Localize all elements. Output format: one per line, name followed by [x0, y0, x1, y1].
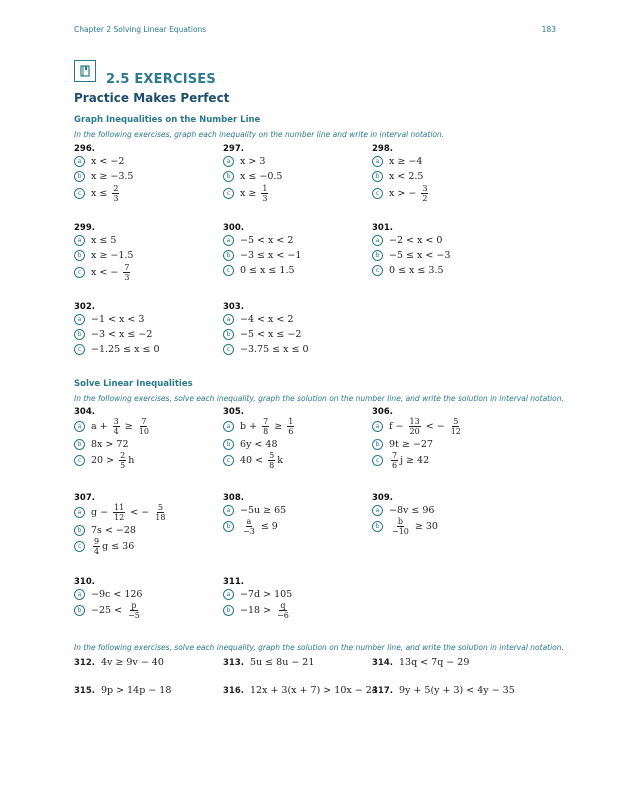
- fraction: [127, 601, 141, 620]
- fraction: [409, 417, 421, 436]
- problem-number: 302.: [74, 302, 95, 312]
- badge-b: b: [372, 250, 383, 261]
- expr-text: ≥: [121, 421, 136, 432]
- page-number: 183: [541, 25, 556, 34]
- numerator: 7: [392, 451, 398, 460]
- problem-number: 310.: [74, 577, 95, 587]
- problem-316: [223, 685, 378, 696]
- badge-b: b: [74, 250, 85, 261]
- fraction: [276, 601, 290, 620]
- fraction: [113, 417, 120, 436]
- part-c-text: 0 ≤ x ≤ 3.5: [389, 265, 444, 276]
- fraction: [93, 537, 100, 556]
- expr-text: g ≤ 36: [102, 541, 135, 552]
- denominator: 3: [124, 273, 130, 282]
- expr-text: f −: [389, 421, 407, 432]
- badge-b: b: [74, 605, 85, 616]
- part-b-text: x ≥ −1.5: [91, 250, 134, 261]
- denominator: 12: [450, 427, 461, 436]
- badge-b: b: [372, 439, 383, 450]
- part-b: [74, 601, 143, 620]
- denominator: 20: [409, 427, 420, 436]
- denominator: 8: [263, 427, 269, 436]
- expr-text: k: [277, 455, 283, 466]
- problem-number: 309.: [372, 493, 393, 503]
- part-a: [223, 235, 301, 246]
- fraction: [391, 517, 410, 536]
- problem-number: 315.: [74, 685, 95, 696]
- part-a: [372, 417, 464, 436]
- problem-302: [74, 302, 160, 355]
- problem-296: [74, 144, 133, 203]
- badge-c: c: [74, 541, 85, 552]
- part-c: [372, 184, 430, 203]
- numerator: 3: [113, 417, 119, 426]
- numerator: 5: [269, 451, 275, 460]
- problem-number: 306.: [372, 407, 393, 417]
- numerator: p: [131, 601, 137, 610]
- badge-a: a: [223, 235, 234, 246]
- fraction: [287, 417, 294, 436]
- expr-text: 12x + 3(x + 7) > 10x − 24: [249, 685, 378, 696]
- denominator: 3: [113, 194, 119, 203]
- problem-number: 297.: [223, 144, 244, 154]
- part-b-text: x ≥ −3.5: [91, 171, 134, 182]
- part-a: [74, 235, 133, 246]
- part-b-text: x < 2.5: [389, 171, 424, 182]
- fraction: [119, 451, 126, 470]
- part-a: [223, 505, 286, 516]
- problem-number: 299.: [74, 223, 95, 233]
- expr-text: 20 >: [91, 455, 118, 466]
- badge-b: b: [223, 171, 234, 182]
- solve-heading: Solve Linear Inequalities: [74, 379, 193, 389]
- problem-310: [74, 577, 143, 620]
- denominator: 18: [155, 513, 166, 522]
- badge-c: c: [223, 344, 234, 355]
- fraction: [268, 451, 275, 470]
- problem-317: [372, 685, 515, 696]
- badge-a: a: [74, 507, 85, 518]
- problem-303: [223, 302, 309, 355]
- solve-instruction: In the following exercises, solve each inequality, graph the solution on the number line, and write the solution in interval notation.: [74, 394, 564, 403]
- expr-text: h: [128, 455, 135, 466]
- problem-number: 303.: [223, 302, 244, 312]
- graph-heading: Graph Inequalities on the Number Line: [74, 115, 261, 125]
- part-a-text: −1 < x < 3: [91, 314, 145, 325]
- expr-text: 13q < 7q − 29: [398, 657, 470, 668]
- part-c-text: −3.75 ≤ x ≤ 0: [240, 344, 309, 355]
- numerator: 5: [157, 503, 163, 512]
- part-a-text: x ≤ 5: [91, 235, 117, 246]
- problem-number: 314.: [372, 657, 393, 668]
- problem-number: 300.: [223, 223, 244, 233]
- part-a-text: −5 < x < 2: [240, 235, 294, 246]
- part-a: [223, 314, 309, 325]
- part-b: [223, 171, 282, 182]
- badge-a: a: [223, 314, 234, 325]
- part-b: [223, 517, 286, 536]
- badge-a: a: [74, 421, 85, 432]
- part-b: [372, 250, 450, 261]
- problem-300: [223, 223, 301, 276]
- problem-number: 317.: [372, 685, 393, 696]
- part-c: [223, 265, 301, 276]
- problem-314: [372, 657, 469, 668]
- badge-c: c: [372, 188, 383, 199]
- expr-text: −7d > 105: [240, 589, 293, 600]
- exercises-icon: [74, 60, 96, 82]
- badge-a: a: [74, 235, 85, 246]
- badge-a: a: [372, 505, 383, 516]
- part-b: [223, 439, 296, 450]
- denominator: 8: [269, 461, 275, 470]
- part-c-text: 0 ≤ x ≤ 1.5: [240, 265, 295, 276]
- part-b-text: −5 ≤ x < −3: [389, 250, 451, 261]
- expr-text: −18 >: [240, 605, 275, 616]
- badge-b: b: [372, 521, 383, 532]
- problem-number: 301.: [372, 223, 393, 233]
- denominator: −6: [277, 611, 289, 620]
- fraction: [421, 184, 428, 203]
- denominator: 4: [113, 427, 119, 436]
- numerator: 1: [288, 417, 294, 426]
- badge-b: b: [372, 171, 383, 182]
- part-c-text: x > −: [389, 188, 420, 199]
- badge-a: a: [372, 235, 383, 246]
- badge-b: b: [74, 329, 85, 340]
- part-c: [372, 451, 464, 470]
- section-title: 2.5 EXERCISES: [106, 72, 216, 87]
- part-b: [372, 171, 430, 182]
- numerator: a: [246, 517, 252, 526]
- problem-number: 308.: [223, 493, 244, 503]
- part-b-text: −3 < x ≤ −2: [91, 329, 153, 340]
- denominator: 6: [392, 461, 398, 470]
- badge-a: a: [372, 421, 383, 432]
- part-b-text: −3 ≤ x < −1: [240, 250, 302, 261]
- part-a: [74, 156, 133, 167]
- badge-a: a: [74, 156, 85, 167]
- problem-307: [74, 493, 168, 556]
- numerator: 7: [141, 417, 147, 426]
- denominator: 12: [114, 513, 125, 522]
- numerator: 3: [422, 184, 428, 193]
- part-b: [74, 525, 168, 536]
- part-c: [223, 184, 282, 203]
- part-c: [223, 344, 309, 355]
- part-a-text: x < −2: [91, 156, 125, 167]
- part-c: [74, 451, 152, 470]
- denominator: −10: [392, 527, 409, 536]
- part-b: [223, 601, 292, 620]
- numerator: 2: [113, 184, 119, 193]
- problem-304: [74, 407, 152, 470]
- problem-number: 307.: [74, 493, 95, 503]
- part-b: [372, 439, 464, 450]
- badge-b: b: [74, 525, 85, 536]
- expr-text: −9c < 126: [91, 589, 143, 600]
- badge-a: a: [74, 589, 85, 600]
- part-a: [74, 417, 152, 436]
- problem-308: [223, 493, 286, 536]
- expr-text: 9y + 5(y + 3) < 4y − 35: [398, 685, 515, 696]
- part-c: [74, 537, 168, 556]
- part-a: [223, 156, 282, 167]
- part-c: [74, 344, 160, 355]
- expr-text: ≥ 30: [411, 521, 438, 532]
- expr-text: −5u ≥ 65: [240, 505, 287, 516]
- part-b: [74, 171, 133, 182]
- expr-text: g −: [91, 507, 112, 518]
- part-c: [74, 263, 133, 282]
- part-a: [372, 235, 450, 246]
- expr-text: 4v ≥ 9v − 40: [100, 657, 164, 668]
- badge-b: b: [223, 439, 234, 450]
- expr-text: −25 <: [91, 605, 126, 616]
- part-b-text: x ≤ −0.5: [240, 171, 283, 182]
- part-b: [74, 250, 133, 261]
- badge-c: c: [223, 455, 234, 466]
- badge-a: a: [223, 505, 234, 516]
- problem-306: [372, 407, 464, 470]
- part-a-text: x ≥ −4: [389, 156, 423, 167]
- fraction: [262, 417, 269, 436]
- numerator: 5: [453, 417, 459, 426]
- problem-number: 313.: [223, 657, 244, 668]
- part-c: [74, 184, 133, 203]
- part-a: [372, 505, 438, 516]
- problem-315: [74, 685, 171, 696]
- part-c-text: x ≤: [91, 188, 111, 199]
- numerator: 9: [94, 537, 100, 546]
- problem-number: 316.: [223, 685, 244, 696]
- badge-a: a: [372, 156, 383, 167]
- fraction: [138, 417, 150, 436]
- problem-298: [372, 144, 430, 203]
- graph-instruction: In the following exercises, graph each inequality on the number line and write in interval notation.: [74, 130, 445, 139]
- badge-c: c: [74, 344, 85, 355]
- expr-text: b +: [240, 421, 261, 432]
- badge-c: c: [74, 188, 85, 199]
- badge-a: a: [74, 314, 85, 325]
- part-a: [372, 156, 430, 167]
- fraction: [112, 184, 119, 203]
- badge-c: c: [223, 188, 234, 199]
- numerator: 11: [114, 503, 125, 512]
- badge-c: c: [74, 267, 85, 278]
- numerator: b: [397, 517, 403, 526]
- badge-c: c: [372, 455, 383, 466]
- expr-text: < −: [127, 507, 153, 518]
- running-header-chapter: Chapter 2 Solving Linear Equations: [74, 25, 207, 34]
- expr-text: 8x > 72: [91, 439, 129, 450]
- numerator: 2: [120, 451, 126, 460]
- badge-a: a: [223, 156, 234, 167]
- problem-number: 312.: [74, 657, 95, 668]
- problem-297: [223, 144, 282, 203]
- badge-b: b: [223, 521, 234, 532]
- numerator: 13: [409, 417, 420, 426]
- part-a: [223, 417, 296, 436]
- problem-number: 305.: [223, 407, 244, 417]
- expr-text: 6y < 48: [240, 439, 278, 450]
- problem-309: [372, 493, 438, 536]
- numerator: 7: [263, 417, 269, 426]
- expr-text: j ≥ 42: [400, 455, 430, 466]
- badge-b: b: [223, 329, 234, 340]
- expr-text: 9t ≥ −27: [389, 439, 433, 450]
- fraction: [450, 417, 462, 436]
- denominator: −5: [128, 611, 140, 620]
- part-b-text: −5 < x ≤ −2: [240, 329, 302, 340]
- fraction: [113, 503, 125, 522]
- badge-b: b: [223, 250, 234, 261]
- badge-b: b: [74, 171, 85, 182]
- part-a: [223, 589, 292, 600]
- problem-number: 304.: [74, 407, 95, 417]
- part-b: [372, 517, 438, 536]
- part-b: [223, 250, 301, 261]
- part-a: [74, 503, 168, 522]
- part-a-text: −4 < x < 2: [240, 314, 294, 325]
- expr-text: 7s < −28: [91, 525, 136, 536]
- part-c-text: x ≥: [240, 188, 260, 199]
- numerator: 7: [124, 263, 130, 272]
- part-b: [74, 439, 152, 450]
- part-c-text: x < −: [91, 267, 122, 278]
- part-a-text: x > 3: [240, 156, 266, 167]
- problem-299: [74, 223, 133, 282]
- expr-text: 9p > 14p − 18: [100, 685, 172, 696]
- numerator: 1: [262, 184, 268, 193]
- expr-text: −8v ≤ 96: [389, 505, 435, 516]
- denominator: −3: [243, 527, 255, 536]
- part-a: [74, 314, 160, 325]
- numerator: q: [280, 601, 286, 610]
- part-a: [74, 589, 143, 600]
- part-c: [372, 265, 450, 276]
- badge-b: b: [223, 605, 234, 616]
- fraction: [261, 184, 268, 203]
- badge-c: c: [372, 265, 383, 276]
- expr-text: < −: [422, 421, 448, 432]
- problem-311: [223, 577, 292, 620]
- expr-text: ≥: [271, 421, 286, 432]
- badge-b: b: [74, 439, 85, 450]
- problem-number: 296.: [74, 144, 95, 154]
- badge-c: c: [223, 265, 234, 276]
- problem-312: [74, 657, 164, 668]
- badge-c: c: [74, 455, 85, 466]
- denominator: 4: [94, 547, 100, 556]
- part-a-text: −2 < x < 0: [389, 235, 443, 246]
- solve2-instruction: In the following exercises, solve each inequality, graph the solution on the number line, and write the solution in interval notation.: [74, 643, 564, 652]
- section-subtitle: Practice Makes Perfect: [74, 91, 230, 105]
- denominator: 6: [288, 427, 294, 436]
- problem-313: [223, 657, 314, 668]
- denominator: 3: [262, 194, 268, 203]
- problem-305: [223, 407, 296, 470]
- fraction: [391, 451, 398, 470]
- fraction: [123, 263, 130, 282]
- part-c: [223, 451, 296, 470]
- problem-number: 311.: [223, 577, 244, 587]
- badge-a: a: [223, 421, 234, 432]
- problem-301: [372, 223, 450, 276]
- fraction: [154, 503, 166, 522]
- expr-text: ≤ 9: [257, 521, 278, 532]
- expr-text: 40 <: [240, 455, 267, 466]
- denominator: 10: [138, 427, 149, 436]
- part-b: [74, 329, 160, 340]
- denominator: 2: [422, 194, 428, 203]
- problem-number: 298.: [372, 144, 393, 154]
- expr-text: 5u ≤ 8u − 21: [249, 657, 315, 668]
- part-b: [223, 329, 309, 340]
- badge-a: a: [223, 589, 234, 600]
- expr-text: a +: [91, 421, 111, 432]
- denominator: 5: [120, 461, 126, 470]
- part-c-text: −1.25 ≤ x ≤ 0: [91, 344, 160, 355]
- fraction: [242, 517, 256, 536]
